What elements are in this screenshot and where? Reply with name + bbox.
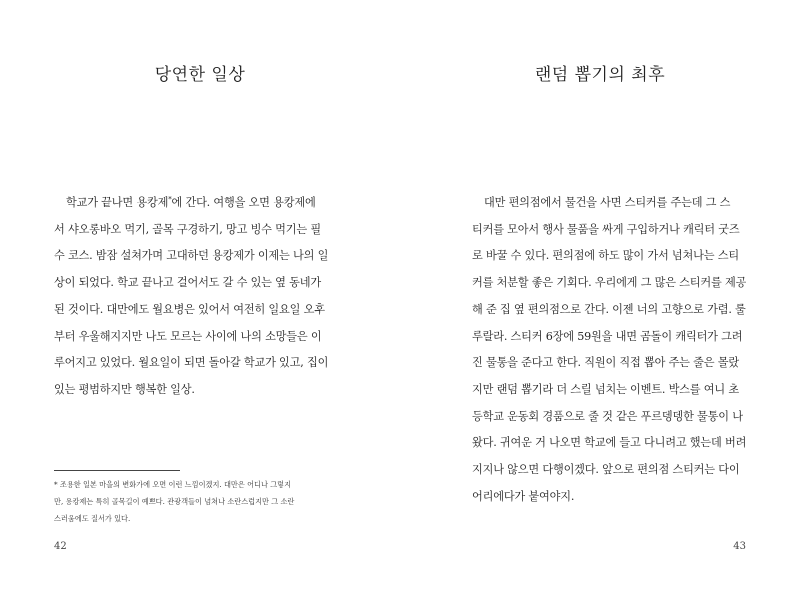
body-line: 루랄라. 스티커 6장에 59원을 내면 곰돌이 캐릭터가 그려 (472, 329, 743, 343)
footnote (54, 476, 346, 527)
page-number-left: 42 (54, 541, 67, 552)
body-line: 있는 평범하지만 행복한 일상. (54, 382, 195, 396)
body-line: 티커를 모아서 행사 물품을 싸게 구입하거나 캐릭터 굿즈 (472, 222, 740, 236)
right-page-body (472, 190, 746, 510)
right-page (400, 0, 800, 592)
right-page-title: 랜덤 뽑기의 최후 (534, 65, 666, 85)
left-page-body (54, 190, 346, 404)
body-line: 지지나 않으면 다행이겠다. 앞으로 편의점 스티커는 다이 (472, 463, 740, 477)
body-line: 된 것이다. 대만에도 월요병은 있어서 여전히 일요일 오후 (54, 302, 325, 316)
body-line: 상이 되었다. 학교 끝나고 걸어서도 갈 수 있는 옆 동네가 (54, 276, 321, 290)
footnote-marker: * (168, 195, 172, 204)
left-page-title: 당연한 일상 (154, 65, 246, 85)
body-line: 등학교 운동회 경품으로 줄 것 같은 푸르뎅뎅한 물통이 나 (472, 409, 743, 423)
page-number-right: 43 (733, 541, 746, 552)
footnote-line: * 조용한 일본 마을의 변화가에 오면 이런 느낌이겠지. 대만은 어디나 그렇지 (54, 480, 292, 489)
body-line: 커를 처분할 좋은 기회다. 우리에게 그 많은 스티커를 제공 (472, 276, 746, 290)
body-line: 대만 편의점에서 물건을 사면 스티커를 주는데 그 스 (484, 196, 731, 209)
body-line: 서 샤오롱바오 먹기, 골목 구경하기, 망고 빙수 먹기는 필 (54, 222, 321, 236)
body-line: 루어지고 있었다. 월요일이 되면 돌아갈 학교가 있고, 집이 (54, 356, 329, 370)
body-line: 해 준 집 옆 편의점으로 간다. 이젠 너의 고향으로 가렴. 룰 (472, 302, 746, 316)
footnote-line: 스러움에도 질서가 있다. (54, 514, 131, 523)
body-line: 왔다. 귀여운 거 나오면 학교에 들고 다니려고 했는데 버려 (472, 436, 746, 450)
body-line: 진 물통을 준다고 한다. 직원이 직접 뽑아 주는 줄은 몰랐 (472, 356, 739, 370)
footnote-divider (54, 470, 180, 471)
body-line: 부터 우울해지지만 나도 모르는 사이에 나의 소망들은 이 (54, 329, 322, 343)
body-line: 지만 랜덤 뽑기라 더 스릴 넘치는 이벤트. 박스를 여니 초 (472, 382, 739, 396)
footnote-line: 만, 용캉제는 특히 골목길이 예쁘다. 관광객들이 넘쳐나 소란스럽지만 그 소란 (54, 497, 295, 506)
body-line: 어리에다가 붙여야지. (472, 489, 575, 503)
body-line: 로 바꿀 수 있다. 편의점에 하도 많이 가서 넘쳐나는 스티 (472, 249, 739, 263)
body-line: 수 코스. 밤잠 설쳐가며 고대하던 용캉제가 이제는 나의 일 (54, 249, 329, 263)
body-line: 학교가 끝나면 용캉제*에 간다. 여행을 오면 용캉제에 (66, 195, 316, 209)
